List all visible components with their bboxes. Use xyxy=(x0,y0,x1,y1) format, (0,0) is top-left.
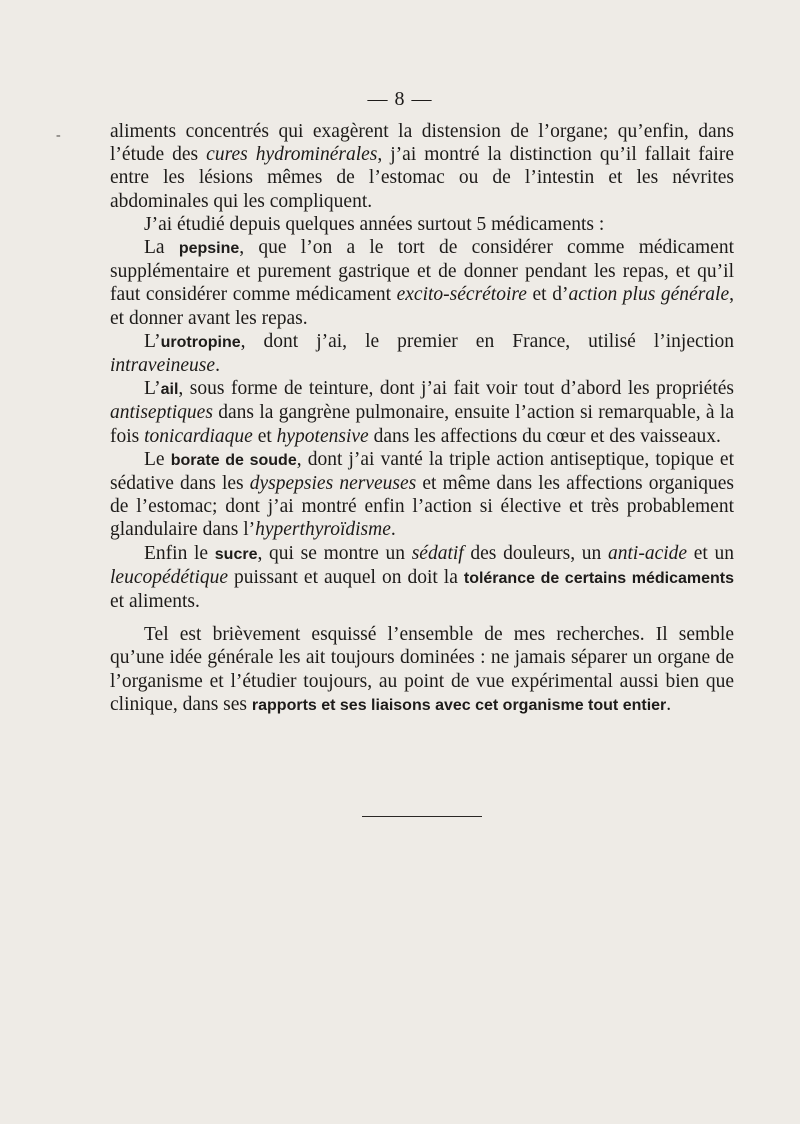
paragraph-continuation: aliments concentrés qui exagèrent la distension de l’organe; qu’enfin, dans l’étude des cures hydrominérales, j’ai montré la distinction qu’il fallait faire entre les lésions mêmes de l’estomac ou de l’intestin et les névrites abdominales qui les compliquent. xyxy=(110,121,734,212)
paragraph-borate: Le borate de soude, dont j’ai vanté la triple action antiseptique, topique et sédative dans les dyspepsies nerveuses et même dans les affections organiques de l’estomac; dont j’ai montré enfin l’action si élective et très probablement glandulaire dans l’hyperthyroïdisme. xyxy=(110,448,735,541)
paragraph-urotropine: L’urotropine, dont j’ai, le premier en France, utilisé l’injection intraveineuse. xyxy=(110,330,734,377)
page-number: — 8 — xyxy=(367,88,433,110)
body-text xyxy=(110,120,734,717)
closing-rule xyxy=(362,816,482,817)
margin-mark: - xyxy=(56,128,61,143)
paragraph-sucre: Enfin le sucre, qui se montre un sédatif des douleurs, un anti-acide et un leucopédétique puissant et auquel on doit la tolérance de certains médicaments et aliments. xyxy=(110,542,734,613)
paragraph-ail: L’ail, sous forme de teinture, dont j’ai fait voir tout d’abord les propriétés antiseptiques dans la gangrène pulmonaire, ensuite l’action si remarquable, à la fois tonicardiaque et hypotensive dans les affections du cœur et des vaisseaux. xyxy=(110,378,734,447)
paragraph-conclusion: Tel est brièvement esquissé l’ensemble de mes recherches. Il semble qu’une idée générale les ait toujours dominées : ne jamais séparer un organe de l’organisme et l’étudier toujours, au point de vue expérimental aussi bien que clinique, dans ses rapports et ses liaisons avec cet organisme tout entier. xyxy=(110,624,734,715)
paragraph-pepsine: La pepsine, que l’on a le tort de considérer comme médicament supplémentaire et purement gastrique et de donner pendant les repas, et qu’il faut considérer comme médicament excito-sécrétoire et d’action plus générale, et donner avant les repas. xyxy=(110,237,734,329)
paragraph-medicaments-intro: J’ai étudié depuis quelques années surtout 5 médicaments : xyxy=(144,213,605,235)
